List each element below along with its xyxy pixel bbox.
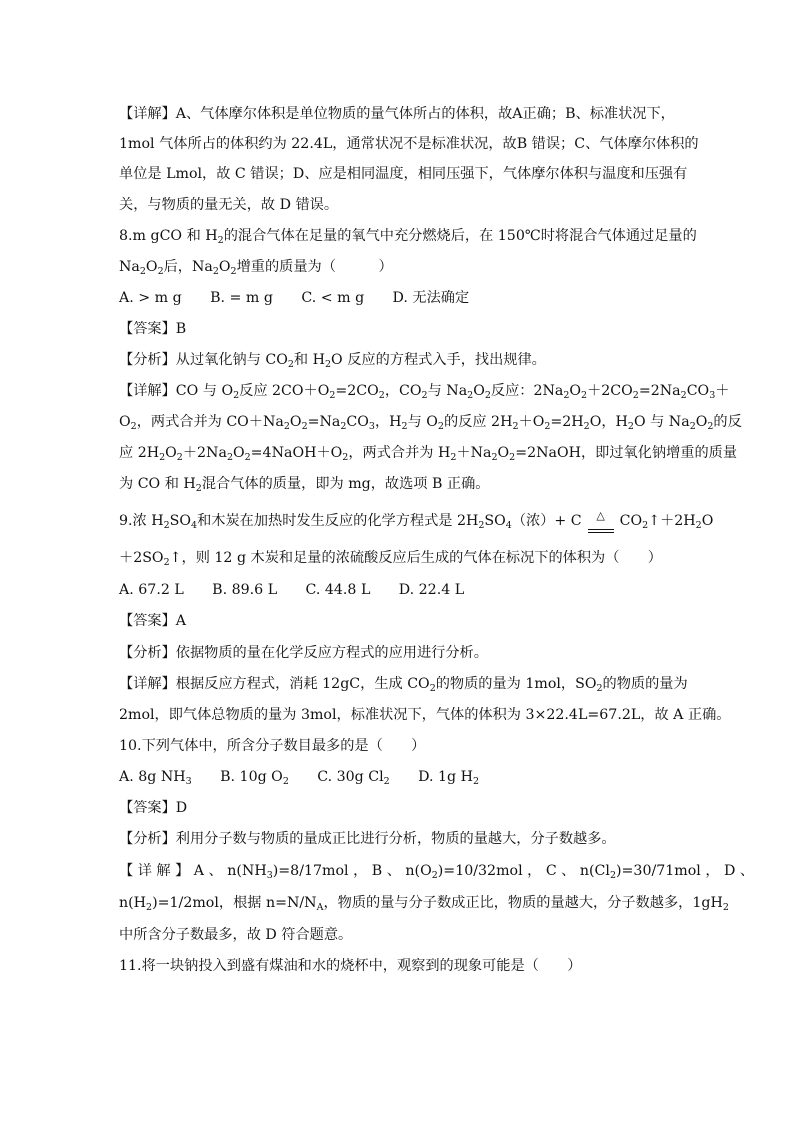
text-line: 关，与物质的量无关，故 D 错误。 [119,197,339,213]
question-10: 10.下列气体中，所含分子数目最多的是（ ） [119,738,426,754]
text-line: 1mol 气体所占的体积约为 22.4L，通常状况不是标准状况，故B 错误；C、气体摩尔体积的 [119,136,699,152]
text-line: 为 CO 和 $H_2$混合气体的质量，即为 mg，故选项 B 正确。 [119,476,490,494]
text-line: 【详解】A、气体摩尔体积是单位物质的量气体所占的体积，故A正确；B、标准状况下， [119,106,675,122]
analysis-line: 【分析】从过氧化钠与 $CO_2$和 $H_2O$ 反应的方程式入手，找出规律。 [119,352,546,370]
answer-line: 【答案】A [119,613,186,629]
question-11: 11.将一块钠投入到盛有煤油和水的烧杯中，观察到的现象可能是（ ） [119,958,582,974]
text-line: 应 $2H_2O_2+2Na_2O_2=4NaOH+O_2$，两式合并为 $H_2+Na_2O_2=2NaOH$，即过氧化钠增重的质量 [119,445,738,463]
text-line: $+2SO_2↑$，则 12 g 木炭和足量的浓硫酸反应后生成的气体在标况下的体积为（ ） [119,550,662,568]
text-line: 【详解】CO 与 $O_2$反应 $2CO+O_2=2CO_2$，$CO_2$与 $Na_2O_2$反应：$2Na_2O_2+2CO_2=2Na_2CO_3+$ [119,383,730,401]
text-line: $n(H_2)=1/2mol$，根据 $n=N/N_A$，物质的量与分子数成正比，物质的量越大，分子数越多，$1gH_2$ [119,895,729,913]
text-line: 2mol，即气体总物质的量为 3mol，标准状况下，气体的体积为 3×22.4L=67.2L，故 A 正确。 [119,707,731,723]
answer-line: 【答案】D [119,800,188,816]
options-line: A. > m g B. = m g C. < m g D. 无法确定 [119,290,470,306]
text-line: 单位是 Lmol，故 C 错误；D、应是相同温度，相同压强下，气体摩尔体积与温度和压强有 [119,166,688,182]
question-9: 9.浓 $H_2SO_4$和木炭在加热时发生反应的化学方程式是 $2H_2SO_4$（浓）+ C △ $CO_2↑+2H_2O$ [119,509,714,531]
answer-line: 【答案】B [119,321,187,337]
text-line: 中所含分子数最多，故 D 符合题意。 [119,927,353,943]
heating-condition-symbol [586,509,616,527]
text-line: $O_2$，两式合并为 $CO+Na_2O_2=Na_2CO_3$，$H_2$与 $O_2$的反应 $2H_2+O_2=2H_2O$，$H_2O$ 与 $Na_2O_2$的反 [119,414,742,432]
options-line: A. 8g $NH_3$ B. 10g $O_2$ C. 30g $Cl_2$ D. 1g $H_2$ [119,769,480,787]
options-line: A. 67.2 L B. 89.6 L C. 44.8 L D. 22.4 L [119,582,465,598]
text-line: 【 详 解 】 A 、 $n(NH_3)=8/17mol$ ， B 、 $n(O_2)=10/32mol$ ， C 、 $n(Cl_2)=30/71mol$ ， D 、 [119,863,755,881]
analysis-line: 【分析】依据物质的量在化学反应方程式的应用进行分析。 [119,645,488,661]
text-line: 【详解】根据反应方程式，消耗 12gC，生成 $CO_2$的物质的量为 1mol，$SO_2$的物质的量为 [119,676,688,694]
question-8: 8.m gCO 和 $H_2$的混合气体在足量的氧气中充分燃烧后，在 150℃时将混合气体通过足量的 [119,228,697,246]
heat-triangle-icon: △ [596,509,605,522]
analysis-line: 【分析】利用分子数与物质的量成正比进行分析，物质的量越大，分子数越多。 [119,831,616,847]
text-line: $Na_2O_2$后，$Na_2O_2$增重的质量为（ ） [119,259,393,277]
